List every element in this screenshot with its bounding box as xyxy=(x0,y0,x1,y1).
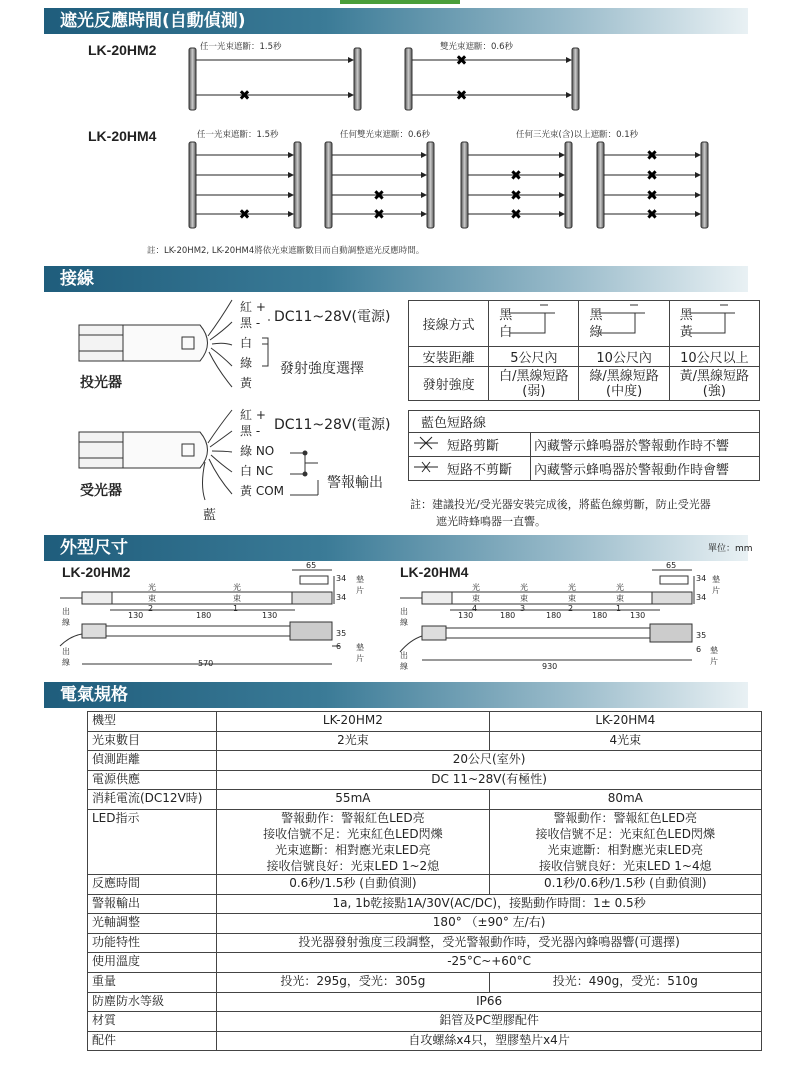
spec-label: 電源供應 xyxy=(88,770,217,790)
spec-row xyxy=(88,751,762,771)
spec-row xyxy=(88,914,762,934)
m4-label-dual: 任何雙光束遮斷：0.6秒 xyxy=(340,130,431,140)
spec-label: 光軸調整 xyxy=(88,914,217,934)
spec-value: 180° （±90° 左/右) xyxy=(217,914,762,934)
spec-value-m4: 4光束 xyxy=(489,731,761,751)
strength-3-level: (強) xyxy=(702,383,726,399)
combo-1-a: 黑 xyxy=(499,307,513,323)
m4-label-triple: 任何三光束(含)以上遮斷：0.1秒 xyxy=(516,130,639,140)
spec-value-m4: LK-20HM4 xyxy=(489,712,761,732)
cut-desc: 內藏警示蜂鳴器於警報動作時不響 xyxy=(531,433,760,457)
blocked-mark-icon: ✖ xyxy=(455,88,468,104)
tx-wire-black: 黑 - xyxy=(240,316,261,330)
strength-2-level: (中度) xyxy=(606,383,643,399)
wiring-note-2: 遮光時蜂鳴器一直響。 xyxy=(436,515,546,528)
rx-wire-green: 綠 NO xyxy=(240,444,275,458)
spec-value-m2: 0.6秒/1.5秒 (自動偵測) xyxy=(217,874,489,894)
spec-value: 20公尺(室外) xyxy=(217,751,762,771)
m2-h34-pad: 34 xyxy=(336,574,347,583)
rx-wire-black: 黑 - xyxy=(240,424,261,438)
spec-label: 光束數目 xyxy=(88,731,217,751)
m4-spacing-5: 130 xyxy=(630,611,646,620)
m2-out-side: 出線 xyxy=(62,647,70,667)
spec-row xyxy=(88,790,762,810)
spec-value: 1a, 1b乾接點1A/30V(AC/DC)，接點動作時間：1± 0.5秒 xyxy=(217,894,762,914)
m2-h34: 34 xyxy=(336,593,347,602)
spec-label: 消耗電流(DC12V時) xyxy=(88,790,217,810)
spec-value: 投光器發射強度三段調整，受光警報動作時，受光器內蜂鳴器響(可選擇) xyxy=(217,933,762,953)
spec-value: 鋁管及PC塑膠配件 xyxy=(217,1012,762,1032)
m4-h35: 35 xyxy=(696,631,707,640)
combo-2-b: 綠 xyxy=(589,324,603,340)
alarm-output-label: 警報輸出 xyxy=(327,475,383,491)
rx-power-label: DC11~28V(電源) xyxy=(274,417,391,433)
spec-row xyxy=(88,731,762,751)
strength-2: 綠/黑線短路 xyxy=(589,368,659,384)
m2-beam-1: 光束1 xyxy=(233,583,241,613)
transmitter-label: 投光器 xyxy=(80,375,122,391)
spec-label: 警報輸出 xyxy=(88,894,217,914)
combo-3-b: 黃 xyxy=(679,324,693,340)
blocked-mark-icon: ✖ xyxy=(510,207,522,223)
spec-row xyxy=(88,992,762,1012)
distance-header: 安裝距離 xyxy=(409,347,489,367)
m4-h34: 34 xyxy=(696,593,707,602)
spec-label: 偵測距離 xyxy=(88,751,217,771)
blocked-mark-icon: ✖ xyxy=(455,53,468,69)
spec-value: -25°C~+60°C xyxy=(217,953,762,973)
m2-label-any: 任一光束遮斷：1.5秒 xyxy=(200,42,282,52)
spec-label: 配件 xyxy=(88,1031,217,1051)
m2-out-top: 出線 xyxy=(62,607,70,627)
blocked-mark-icon: ✖ xyxy=(238,88,251,104)
model-label-m2: LK-20HM2 xyxy=(88,42,157,58)
receiver-label: 受光器 xyxy=(80,483,122,499)
m4-beam-4: 光束4 xyxy=(472,583,480,613)
blocked-mark-icon: ✖ xyxy=(510,168,522,184)
blocked-mark-icon: ✖ xyxy=(646,188,658,204)
dims-model-m4: LK-20HM4 xyxy=(400,564,469,580)
tx-wire-green: 綠 xyxy=(240,356,253,370)
combo-3-a: 黑 xyxy=(679,307,693,323)
m4-spacing-3: 180 xyxy=(546,611,562,620)
dims-model-m2: LK-20HM2 xyxy=(62,564,131,580)
tx-wire-yellow: 黃 xyxy=(240,376,253,390)
not-cut-label: 短路不剪斷 xyxy=(409,457,531,481)
m4-pad-label-2: 墊片 xyxy=(710,646,718,666)
spec-label: LED指示 xyxy=(88,809,217,874)
m2-spacing-3: 130 xyxy=(262,611,278,620)
spec-value-m2: LK-20HM2 xyxy=(217,712,489,732)
spec-row xyxy=(88,1012,762,1032)
m2-beam-2: 光束2 xyxy=(148,583,156,613)
section-header-dimensions: 外型尺寸 xyxy=(44,535,748,561)
spec-value-m4: 投光：490g，受光：510g xyxy=(489,972,761,992)
m2-spacing-2: 180 xyxy=(196,611,212,620)
spec-value-m4: 警報動作：警報紅色LED亮 接收信號不足：光束紅色LED閃爍 光束遮斷：相對應光束LED亮 接收信號良好：光束LED 1~4熄 xyxy=(489,809,761,874)
tx-wire-red: 紅 + xyxy=(240,300,266,314)
spec-row xyxy=(88,894,762,914)
m2-h35: 35 xyxy=(336,629,347,638)
blocked-mark-icon: ✖ xyxy=(373,188,385,204)
spec-row xyxy=(88,874,762,894)
strength-1: 白/黑線短路 xyxy=(499,368,569,384)
strength-select-label: 發射強度選擇 xyxy=(280,361,364,377)
blocked-mark-icon: ✖ xyxy=(646,207,658,223)
m2-total: 570 xyxy=(198,659,214,668)
tx-wire-white: 白 xyxy=(240,336,253,350)
spec-table xyxy=(87,711,762,1051)
section-header-response: 遮光反應時間(自動偵測) xyxy=(44,8,748,34)
m2-pad-label-2: 墊片 xyxy=(356,643,364,663)
m4-spacing-2: 180 xyxy=(500,611,516,620)
spec-value-m4: 80mA xyxy=(489,790,761,810)
spec-value-m2: 警報動作：警報紅色LED亮 接收信號不足：光束紅色LED閃爍 光束遮斷：相對應光束LED亮 接收信號良好：光束LED 1~2熄 xyxy=(217,809,489,874)
blocked-mark-icon: ✖ xyxy=(238,207,251,223)
m4-out-side: 出線 xyxy=(400,651,408,671)
spec-label: 反應時間 xyxy=(88,874,217,894)
conn-method-header: 接線方式 xyxy=(409,301,489,347)
spec-row xyxy=(88,712,762,732)
spec-label: 機型 xyxy=(88,712,217,732)
spec-value: DC 11~28V(有極性) xyxy=(217,770,762,790)
spec-value-m2: 55mA xyxy=(217,790,489,810)
blue-table-title: 藍色短路線 xyxy=(409,411,760,433)
not-cut-desc: 內藏警示蜂鳴器於警報動作時會響 xyxy=(531,457,760,481)
distance-2: 10公尺內 xyxy=(579,347,669,367)
spec-row xyxy=(88,1031,762,1051)
m4-pad-label: 墊片 xyxy=(712,575,720,595)
m2-label-dual: 雙光束遮斷：0.6秒 xyxy=(440,42,514,52)
spec-value: IP66 xyxy=(217,992,762,1012)
m4-spacing-1: 130 xyxy=(458,611,474,620)
strength-3: 黃/黑線短路 xyxy=(679,368,750,384)
rx-wire-white: 白 NC xyxy=(240,464,274,478)
model-label-m4: LK-20HM4 xyxy=(88,128,157,144)
spec-row xyxy=(88,953,762,973)
cut-label: 短路剪斷 xyxy=(409,433,531,457)
blocked-mark-icon: ✖ xyxy=(373,207,385,223)
spec-label: 重量 xyxy=(88,972,217,992)
blocked-mark-icon: ✖ xyxy=(646,168,658,184)
m2-pad-label: 墊片 xyxy=(356,575,364,595)
strength-header: 發射強度 xyxy=(409,367,489,401)
rx-wire-yellow: 黃 COM xyxy=(240,484,284,498)
distance-1: 5公尺內 xyxy=(489,347,579,367)
combo-2-a: 黑 xyxy=(589,307,603,323)
m4-h34-pad: 34 xyxy=(696,574,707,583)
spec-row xyxy=(88,770,762,790)
m4-out-top: 出線 xyxy=(400,607,408,627)
section-header-electrical: 電氣規格 xyxy=(44,682,748,708)
m4-width-65: 65 xyxy=(666,561,677,570)
rx-wire-red: 紅 + xyxy=(240,408,266,422)
spec-row xyxy=(88,972,762,992)
spec-row xyxy=(88,809,762,874)
m4-label-any: 任一光束遮斷：1.5秒 xyxy=(197,130,279,140)
spec-value-m2: 2光束 xyxy=(217,731,489,751)
m2-spacing-1: 130 xyxy=(128,611,144,620)
spec-row xyxy=(88,933,762,953)
spec-label: 功能特性 xyxy=(88,933,217,953)
tx-power-label: DC11~28V(電源) xyxy=(274,309,391,325)
m4-beam-2: 光束2 xyxy=(568,583,576,613)
m4-beam-3: 光束3 xyxy=(520,583,528,613)
spec-value: 自攻螺絲x4只，塑膠墊片x4片 xyxy=(217,1031,762,1051)
m4-spacing-4: 180 xyxy=(592,611,608,620)
blocked-mark-icon: ✖ xyxy=(510,188,522,204)
spec-label: 防塵防水等級 xyxy=(88,992,217,1012)
wiring-note-1: 註：建議投光/受光器安裝完成後，將藍色線剪斷，防止受光器 xyxy=(410,498,711,511)
spec-value-m4: 0.1秒/0.6秒/1.5秒 (自動偵測) xyxy=(489,874,761,894)
combo-1-b: 白 xyxy=(499,324,513,340)
distance-3: 10公尺以上 xyxy=(669,347,759,367)
spec-label: 材質 xyxy=(88,1012,217,1032)
m4-beam-1: 光束1 xyxy=(616,583,624,613)
strength-1-level: (弱) xyxy=(522,383,546,399)
m4-total: 930 xyxy=(542,662,558,671)
spec-label: 使用溫度 xyxy=(88,953,217,973)
blue-wire-label: 藍 xyxy=(203,508,217,523)
m4-h6: 6 xyxy=(696,645,702,654)
section-header-wiring: 接線 xyxy=(44,266,748,292)
m2-h6: 6 xyxy=(336,642,342,651)
response-note: 註：LK-20HM2, LK-20HM4將依光束遮斷數目而自動調整遮光反應時間。 xyxy=(147,246,425,256)
unit-label: 單位：mm xyxy=(708,544,753,554)
m2-width-65: 65 xyxy=(306,561,317,570)
blocked-mark-icon: ✖ xyxy=(646,148,658,164)
spec-value-m2: 投光：295g，受光：305g xyxy=(217,972,489,992)
